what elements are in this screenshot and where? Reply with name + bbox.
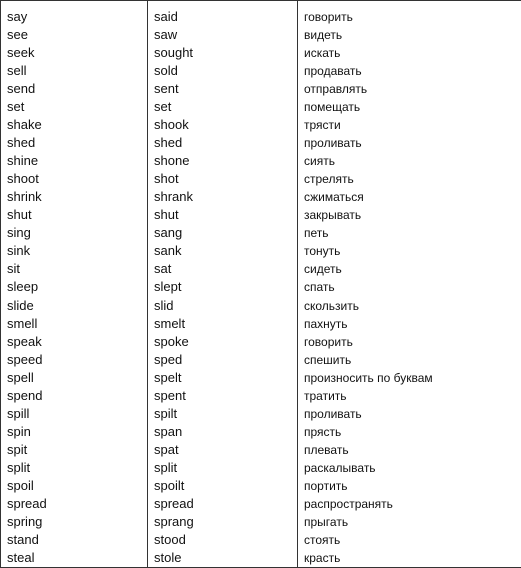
past-form-cell: stood [148,531,298,549]
base-form-cell: shut [1,206,148,224]
table-row [1,278,521,296]
translation-cell: спешить [298,351,521,369]
translation-cell: произносить по буквам [298,369,521,387]
table-row [1,152,521,170]
past-form-cell: shrank [148,188,298,206]
past-form-cell: slid [148,297,298,315]
table-row [1,405,521,423]
table-row [1,206,521,224]
past-form-cell: slept [148,278,298,296]
base-form-cell: speak [1,333,148,351]
table-row [1,513,521,531]
base-form-cell: sell [1,62,148,80]
translation-cell: продавать [298,62,521,80]
table-row [1,351,521,369]
translation-cell: говорить [298,1,521,27]
past-form-cell: stole [148,549,298,568]
base-form-cell: spin [1,423,148,441]
base-form-cell: sit [1,260,148,278]
past-form-cell: span [148,423,298,441]
table-row [1,531,521,549]
translation-cell: тратить [298,387,521,405]
base-form-cell: spread [1,495,148,513]
past-form-cell: sat [148,260,298,278]
translation-cell: стоять [298,531,521,549]
table-row [1,441,521,459]
table-row [1,297,521,315]
past-form-cell: shut [148,206,298,224]
base-form-cell: say [1,1,148,27]
base-form-cell: spit [1,441,148,459]
past-form-cell: sent [148,80,298,98]
table-row [1,116,521,134]
past-form-cell: sought [148,44,298,62]
table-row [1,387,521,405]
base-form-cell: sleep [1,278,148,296]
table-row [1,134,521,152]
past-form-cell: said [148,1,298,27]
table-row [1,26,521,44]
base-form-cell: spend [1,387,148,405]
table-row [1,260,521,278]
base-form-cell: set [1,98,148,116]
base-form-cell: sink [1,242,148,260]
translation-cell: раскалывать [298,459,521,477]
translation-cell: скользить [298,297,521,315]
past-form-cell: saw [148,26,298,44]
table-row [1,495,521,513]
translation-cell: прыгать [298,513,521,531]
table-row [1,549,521,568]
translation-cell: сиять [298,152,521,170]
table-row [1,459,521,477]
translation-cell: распространять [298,495,521,513]
base-form-cell: steal [1,549,148,568]
translation-cell: сжиматься [298,188,521,206]
past-form-cell: shone [148,152,298,170]
table-row [1,224,521,242]
base-form-cell: send [1,80,148,98]
verbs-table-body [1,1,521,568]
base-form-cell: spring [1,513,148,531]
base-form-cell: see [1,26,148,44]
past-form-cell: spread [148,495,298,513]
translation-cell: портить [298,477,521,495]
table-row [1,423,521,441]
translation-cell: пахнуть [298,315,521,333]
past-form-cell: spat [148,441,298,459]
base-form-cell: shed [1,134,148,152]
base-form-cell: smell [1,315,148,333]
translation-cell: проливать [298,405,521,423]
past-form-cell: spoke [148,333,298,351]
base-form-cell: seek [1,44,148,62]
past-form-cell: spelt [148,369,298,387]
past-form-cell: sang [148,224,298,242]
table-row [1,80,521,98]
table-row [1,188,521,206]
translation-cell: красть [298,549,521,568]
translation-cell: трясти [298,116,521,134]
past-form-cell: spent [148,387,298,405]
translation-cell: петь [298,224,521,242]
table-row [1,98,521,116]
past-form-cell: spilt [148,405,298,423]
base-form-cell: split [1,459,148,477]
base-form-cell: shine [1,152,148,170]
translation-cell: проливать [298,134,521,152]
translation-cell: помещать [298,98,521,116]
translation-cell: прясть [298,423,521,441]
past-form-cell: sprang [148,513,298,531]
table-row [1,242,521,260]
translation-cell: отправлять [298,80,521,98]
base-form-cell: sing [1,224,148,242]
table-row [1,170,521,188]
past-form-cell: split [148,459,298,477]
base-form-cell: shoot [1,170,148,188]
translation-cell: говорить [298,333,521,351]
base-form-cell: shrink [1,188,148,206]
translation-cell: стрелять [298,170,521,188]
past-form-cell: shed [148,134,298,152]
base-form-cell: stand [1,531,148,549]
table-row [1,477,521,495]
table-row [1,369,521,387]
table-row [1,1,521,27]
translation-cell: плевать [298,441,521,459]
base-form-cell: shake [1,116,148,134]
past-form-cell: smelt [148,315,298,333]
translation-cell: видеть [298,26,521,44]
translation-cell: сидеть [298,260,521,278]
past-form-cell: sold [148,62,298,80]
translation-cell: искать [298,44,521,62]
past-form-cell: set [148,98,298,116]
translation-cell: спать [298,278,521,296]
translation-cell: тонуть [298,242,521,260]
past-form-cell: spoilt [148,477,298,495]
translation-cell: закрывать [298,206,521,224]
base-form-cell: spoil [1,477,148,495]
base-form-cell: spell [1,369,148,387]
past-form-cell: sped [148,351,298,369]
base-form-cell: speed [1,351,148,369]
base-form-cell: slide [1,297,148,315]
table-row [1,315,521,333]
table-row [1,44,521,62]
past-form-cell: shot [148,170,298,188]
past-form-cell: sank [148,242,298,260]
base-form-cell: spill [1,405,148,423]
past-form-cell: shook [148,116,298,134]
table-row [1,62,521,80]
table-row [1,333,521,351]
